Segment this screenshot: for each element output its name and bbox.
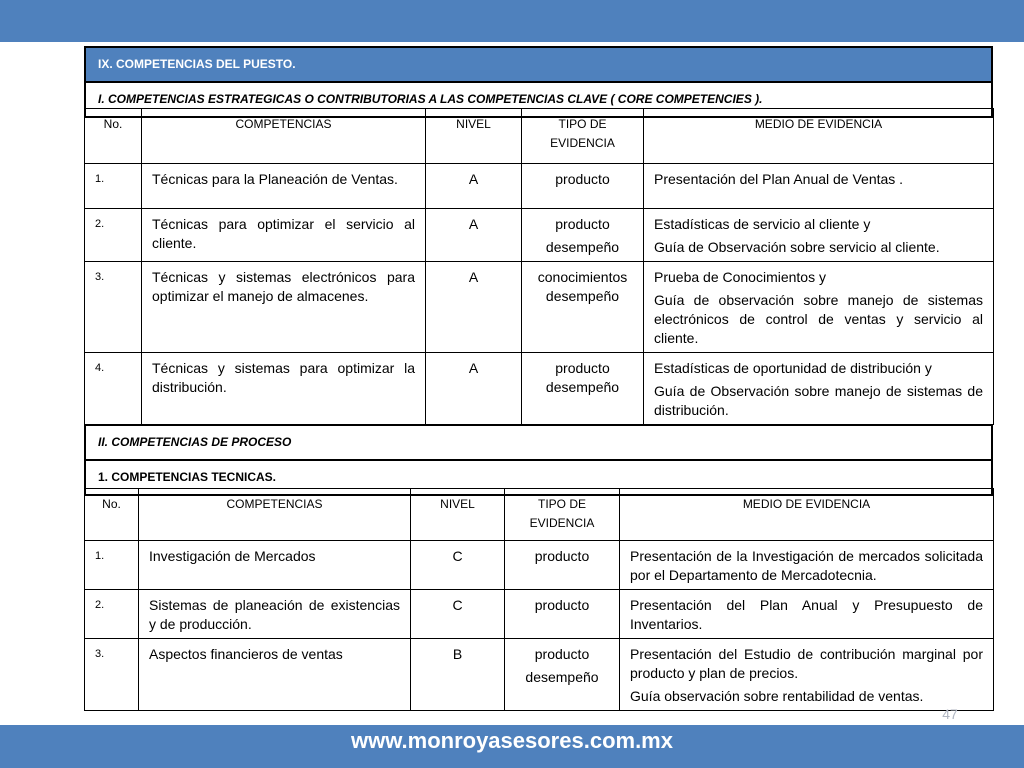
medio-cell — [644, 164, 994, 209]
header-nivel: NIVEL — [411, 489, 505, 541]
section-title: IX. COMPETENCIAS DEL PUESTO. — [85, 47, 992, 82]
section2-title: II. COMPETENCIAS DE PROCESO — [85, 425, 992, 460]
medio-line: Presentación del Estudio de contribución marginal por producto y plan de precios. — [630, 646, 983, 681]
tipo-line: producto desempeño — [545, 360, 620, 395]
medio-cell — [620, 639, 994, 711]
table-header-row — [85, 109, 994, 164]
row-number: 3. — [85, 262, 142, 353]
section2-header-table — [84, 424, 993, 496]
header-no: No. — [85, 109, 142, 164]
tipo-line: producto — [555, 216, 610, 232]
medio-cell — [620, 541, 994, 590]
table-row — [85, 353, 994, 425]
table-row — [85, 541, 994, 590]
table-row — [85, 639, 994, 711]
section-subtitle: I. COMPETENCIAS ESTRATEGICAS O CONTRIBUTORIAS A LAS COMPETENCIAS CLAVE ( CORE COMPETENCIES ). — [85, 82, 992, 117]
tipo-line: producto — [555, 171, 610, 187]
tipo-line: conocimientos desempeño — [537, 269, 628, 304]
header-no: No. — [85, 489, 139, 541]
table-row — [85, 164, 994, 209]
table-row — [85, 590, 994, 639]
tipo-cell — [505, 590, 620, 639]
competencia-cell: Aspectos financieros de ventas — [139, 639, 411, 711]
tipo-line: desempeño — [525, 669, 599, 685]
competencia-cell: Técnicas para optimizar el servicio al cliente. — [142, 209, 426, 262]
medio-cell — [620, 590, 994, 639]
nivel-cell: A — [426, 353, 522, 425]
header-medio-evidencia: MEDIO DE EVIDENCIA — [620, 489, 994, 541]
nivel-cell: A — [426, 164, 522, 209]
header-competencias: COMPETENCIAS — [142, 109, 426, 164]
medio-line: Guía de Observación sobre servicio al cliente. — [654, 239, 940, 255]
row-number: 2. — [85, 590, 139, 639]
nivel-cell: C — [411, 590, 505, 639]
tipo-cell — [522, 262, 644, 353]
medio-cell — [644, 353, 994, 425]
strategic-competencies-table — [84, 108, 994, 425]
tipo-cell — [505, 639, 620, 711]
medio-line: Presentación de la Investigación de mercados solicitada por el Departamento de Mercadotecnia. — [630, 548, 983, 583]
medio-line: Prueba de Conocimientos y — [654, 269, 826, 285]
medio-line: Guía observación sobre rentabilidad de ventas. — [630, 688, 924, 704]
medio-cell — [644, 209, 994, 262]
row-number: 1. — [85, 541, 139, 590]
table-row — [85, 262, 994, 353]
page-number: 47 — [942, 706, 958, 722]
header-tipo-evidencia: TIPO DE EVIDENCIA — [505, 489, 620, 541]
medio-line: Presentación del Plan Anual de Ventas . — [654, 171, 904, 187]
tipo-cell — [522, 353, 644, 425]
competencia-cell: Técnicas y sistemas electrónicos para optimizar el manejo de almacenes. — [142, 262, 426, 353]
header-tipo-evidencia: TIPO DE EVIDENCIA — [522, 109, 644, 164]
medio-cell — [644, 262, 994, 353]
competencia-cell: Técnicas para la Planeación de Ventas. — [142, 164, 426, 209]
row-number: 3. — [85, 639, 139, 711]
nivel-cell: A — [426, 209, 522, 262]
tipo-line: producto — [534, 548, 590, 564]
header-nivel: NIVEL — [426, 109, 522, 164]
top-banner — [0, 0, 1024, 42]
tipo-cell — [505, 541, 620, 590]
row-number: 4. — [85, 353, 142, 425]
tipo-line: desempeño — [545, 239, 620, 255]
tipo-cell — [522, 209, 644, 262]
nivel-cell: B — [411, 639, 505, 711]
medio-line: Guía de observación sobre manejo de sistemas electrónicos de control de ventas y servicio al cliente. — [654, 292, 983, 346]
row-number: 2. — [85, 209, 142, 262]
medio-line: Estadísticas de servicio al cliente y — [654, 216, 871, 232]
table-header-row — [85, 489, 994, 541]
tipo-line: producto — [534, 597, 590, 613]
medio-line: Presentación del Plan Anual y Presupuesto de Inventarios. — [630, 597, 983, 632]
row-number: 1. — [85, 164, 142, 209]
table-row — [85, 209, 994, 262]
tipo-line: producto — [534, 646, 590, 662]
header-medio-evidencia: MEDIO DE EVIDENCIA — [644, 109, 994, 164]
medio-line: Estadísticas de oportunidad de distribución y — [654, 360, 932, 376]
footer-url: www.monroyasesores.com.mx — [351, 728, 673, 753]
medio-line: Guía de Observación sobre manejo de sistemas de distribución. — [654, 383, 983, 418]
nivel-cell: A — [426, 262, 522, 353]
header-competencias: COMPETENCIAS — [139, 489, 411, 541]
competencia-cell: Técnicas y sistemas para optimizar la distribución. — [142, 353, 426, 425]
tipo-cell — [522, 164, 644, 209]
process-competencies-table — [84, 488, 994, 711]
competencia-cell: Sistemas de planeación de existencias y de producción. — [139, 590, 411, 639]
section2-subtitle: 1. COMPETENCIAS TECNICAS. — [85, 460, 992, 495]
competencia-cell: Investigación de Mercados — [139, 541, 411, 590]
nivel-cell: C — [411, 541, 505, 590]
